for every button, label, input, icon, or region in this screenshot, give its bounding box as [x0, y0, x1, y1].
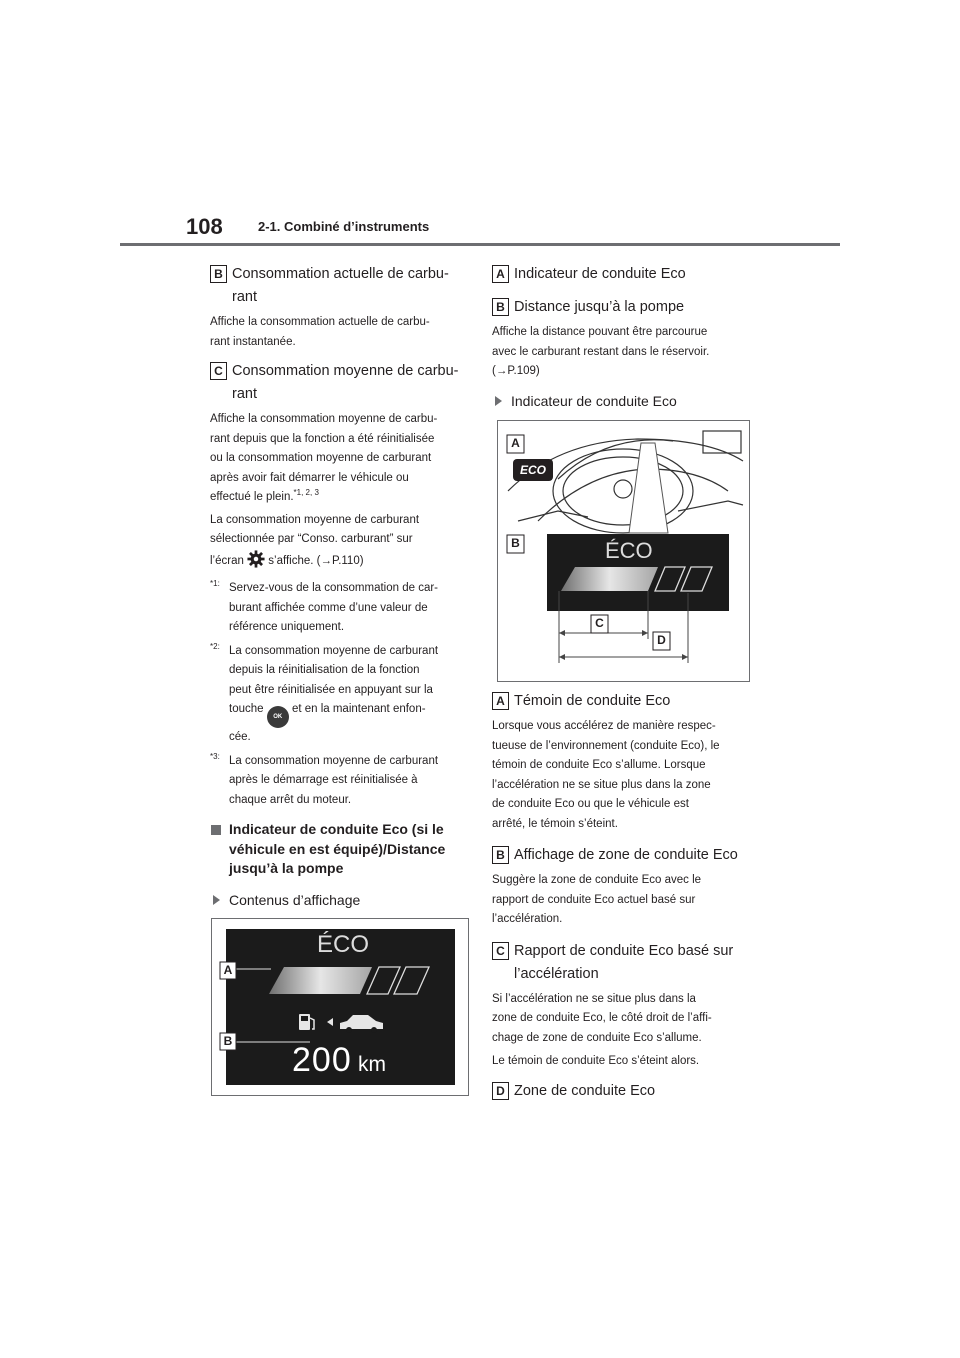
paragraph: Lorsque vous accélérez de manière respec- tueuse de l’environnement (conduite Eco), le témoin de conduite Eco s’allume. Lorsque l’accélération ne se situe plus dans la zone de conduite Eco ou que le véhicule est arrêté, le témoin s’éteint. — [492, 720, 720, 830]
figure-label-b: B — [511, 536, 520, 550]
label-c: C — [492, 942, 509, 960]
heading-d-eco-zone: D Zone de conduite Eco — [492, 1080, 754, 1103]
heading-c-eco-ratio: C Rapport de conduite Eco basé sur l’accélération — [492, 940, 754, 986]
heading-c-average-consumption — [210, 360, 472, 406]
label-d: D — [492, 1082, 509, 1100]
label-b: B — [492, 846, 509, 864]
square-bullet-icon — [211, 825, 221, 835]
heading-a-eco-lamp: A Témoin de conduite Eco — [492, 690, 754, 713]
ok-button-icon: OK — [267, 706, 289, 728]
paragraph: Suggère la zone de conduite Eco avec le rapport de conduite Eco actuel basé sur l’accélération. — [492, 874, 702, 925]
label-a: A — [492, 265, 509, 283]
triangle-bullet-icon — [213, 895, 220, 905]
heading-b-distance: B Distance jusqu’à la pompe — [492, 296, 754, 319]
label-c: C — [210, 362, 227, 380]
heading-text: rant — [232, 289, 257, 305]
eco-bar-filled — [561, 567, 658, 591]
heading-text: Consommation actuelle de carbu- — [232, 266, 449, 282]
bullet-heading: Contenus d’affichage — [210, 889, 472, 911]
footnote-1: $^{*1:}$ Servez-vous de la consommation de car- burant affichée comme d’une valeur de référence uniquement. — [210, 579, 439, 633]
distance-value: 200 — [292, 1041, 352, 1079]
right-column-top — [492, 263, 754, 422]
header-rule — [120, 243, 840, 246]
label-b: B — [210, 265, 227, 283]
figure-label-a: A — [511, 436, 520, 450]
eco-text: ÉCO — [605, 538, 653, 563]
distance-unit: km — [358, 1053, 386, 1076]
footnote-3: $^{*3:}$ La consommation moyenne de carburant après le démarrage est réinitialisée à chaque arrêt du moteur. — [210, 751, 439, 806]
chapter-title: 2-1. Combiné d’instruments — [258, 219, 430, 234]
right-column-bottom — [492, 690, 754, 1107]
figure-label-b: B — [223, 1034, 233, 1048]
label-b: B — [492, 298, 509, 316]
figure-label-c: C — [595, 616, 604, 630]
eco-text: ÉCO — [317, 931, 370, 958]
heading-a-eco-indicator: A Indicateur de conduite Eco — [492, 263, 754, 286]
figure-label-d: D — [657, 633, 666, 647]
subsection-heading: Indicateur de conduite Eco (si le véhicule en est équipé)/Distance jusqu’à la pompe — [210, 820, 472, 879]
figure-label-a: A — [223, 963, 233, 977]
heading-text: rant — [232, 386, 257, 402]
bullet-heading: Indicateur de conduite Eco — [492, 390, 754, 412]
paragraph: Le témoin de conduite Eco s’éteint alors. — [492, 1055, 700, 1067]
footnote-2: $^{*2:}$ La consommation moyenne de carburant depuis la réinitialisation de la fonction peut être réinitialisée en appuyant sur la touche OK et en la maintenant enfon- cée. — [210, 641, 439, 743]
paragraph: La consommation moyenne de carburant sélectionnée par “Conso. carburant” sur l’écran s’affiche. (→P.110) — [210, 513, 420, 567]
gear-icon — [247, 550, 265, 568]
figure-eco-indicator — [497, 420, 750, 682]
eco-badge-text: ECO — [519, 463, 546, 477]
page-number: 108 — [186, 214, 223, 239]
heading-text: Consommation moyenne de carbu- — [232, 363, 459, 379]
dashboard-lines — [508, 431, 743, 533]
heading-b-current-consumption — [210, 263, 472, 309]
triangle-bullet-icon — [495, 396, 502, 406]
left-column — [210, 263, 472, 921]
arrow-glyph: → — [320, 554, 332, 567]
paragraph: Affiche la distance pouvant être parcourue avec le carburant restant dans le réservoir. (→P.109) — [492, 326, 710, 377]
paragraph: Affiche la consommation actuelle de carbu- rant instantanée. — [210, 316, 430, 348]
heading-b-eco-zone: B Affichage de zone de conduite Eco — [492, 844, 754, 867]
label-a: A — [492, 692, 509, 710]
figure-eco-display — [211, 918, 469, 1096]
footnote-ref: *1, 2, 3 — [293, 488, 319, 498]
eco-bar-filled — [269, 967, 372, 994]
paragraph: Si l’accélération ne se situe plus dans la zone de conduite Eco, le côté droit de l’affi- chage de zone de conduite Eco s’allume. — [492, 992, 712, 1044]
paragraph: Affiche la consommation moyenne de carbu- rant depuis que la fonction a été réinitialisée ou la consommation moyenne de carburant après avoir fait démarrer le véhicule ou effectué le plein.$^{*1, 2, 3}$ — [210, 413, 438, 503]
